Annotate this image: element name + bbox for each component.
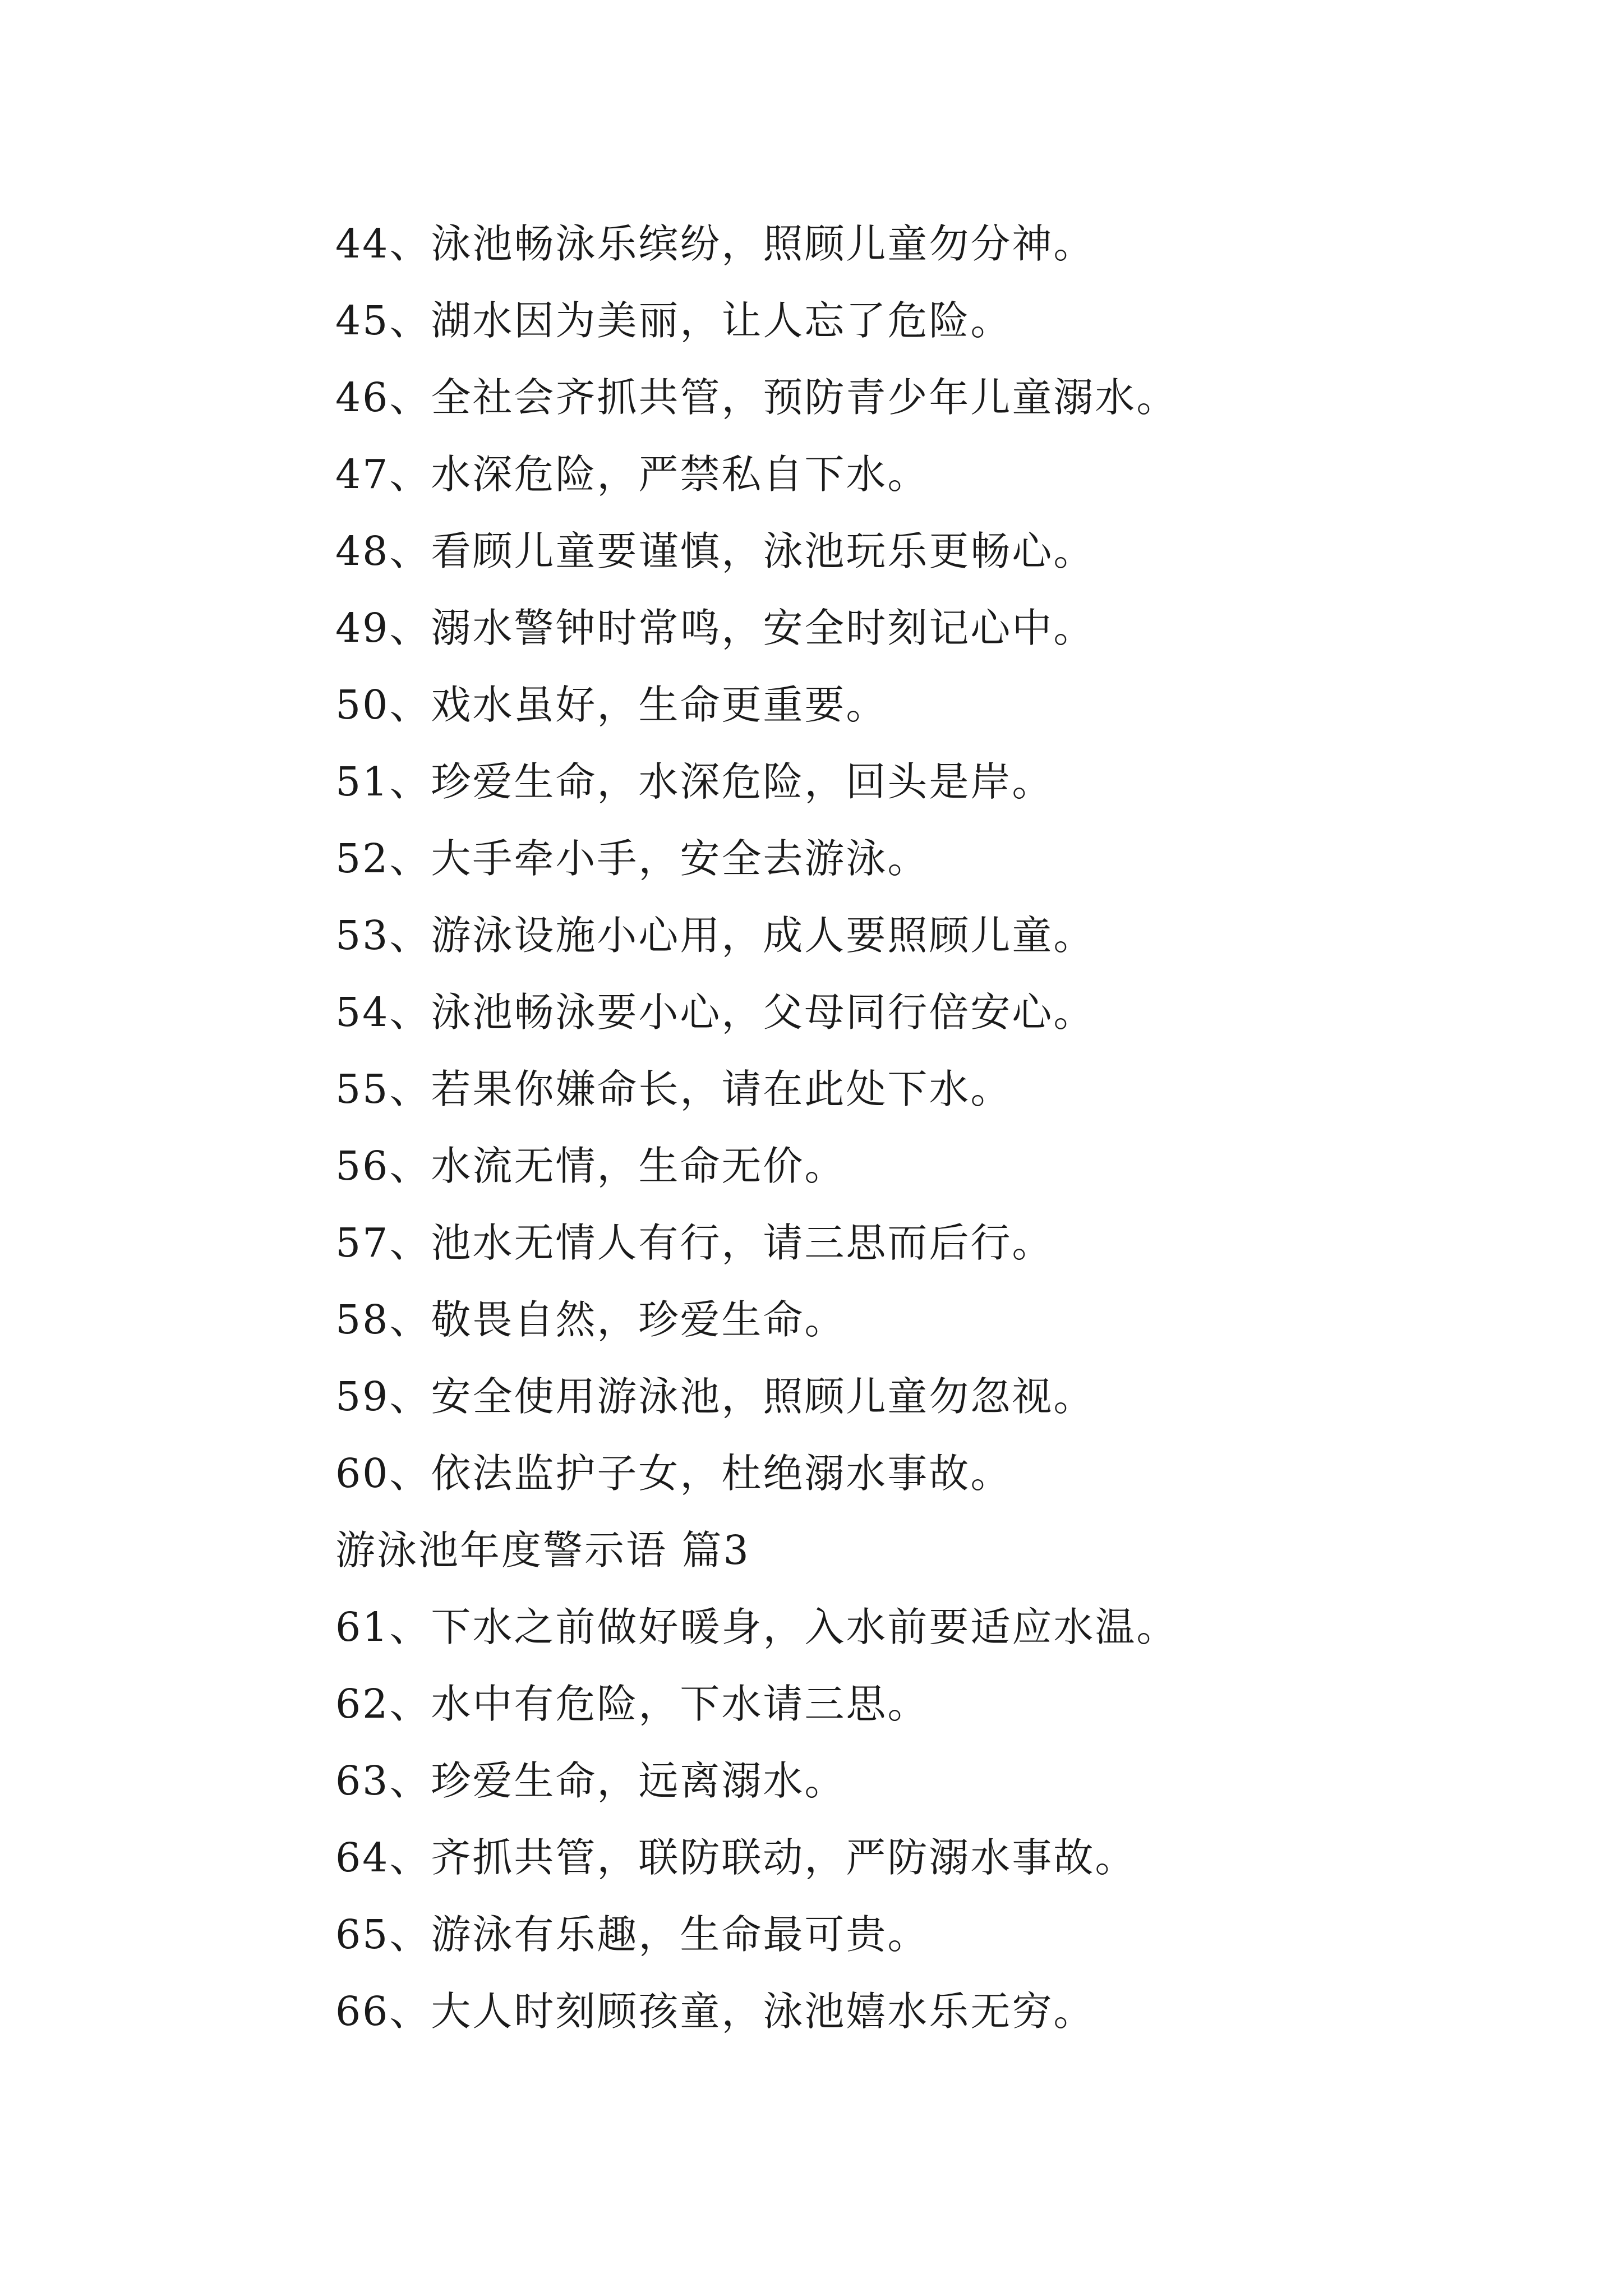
slogan-50: 50、戏水虽好，生命更重要。: [335, 682, 888, 728]
slogan-53: 53、游泳设施小心用，成人要照顾儿童。: [335, 912, 1095, 959]
slogan-66: 66、大人时刻顾孩童，泳池嬉水乐无穷。: [335, 1988, 1095, 2035]
slogan-48: 48、看顾儿童要谨慎，泳池玩乐更畅心。: [335, 528, 1095, 574]
document-body: [335, 216, 1541, 2060]
slogan-44: 44、泳池畅泳乐缤纷，照顾儿童勿分神。: [335, 220, 1095, 267]
slogan-54: 54、泳池畅泳要小心，父母同行倍安心。: [335, 989, 1095, 1036]
slogan-64: 64、齐抓共管，联防联动，严防溺水事故。: [335, 1834, 1137, 1881]
slogan-59: 59、安全使用游泳池，照顾儿童勿忽视。: [335, 1373, 1095, 1420]
slogan-60: 60、依法监护子女，杜绝溺水事故。: [335, 1450, 1012, 1497]
slogan-62: 62、水中有危险，下水请三思。: [335, 1681, 929, 1727]
slogan-63: 63、珍爱生命，远离溺水。: [335, 1757, 846, 1804]
slogan-45: 45、湖水因为美丽，让人忘了危险。: [335, 297, 1012, 344]
section-heading: 游泳池年度警示语 篇3: [335, 1527, 750, 1573]
slogan-56: 56、水流无情，生命无价。: [335, 1143, 846, 1189]
slogan-51: 51、珍爱生命，水深危险，回头是岸。: [335, 758, 1054, 805]
slogan-49: 49、溺水警钟时常鸣，安全时刻记心中。: [335, 605, 1095, 651]
slogan-46: 46、全社会齐抓共管，预防青少年儿童溺水。: [335, 374, 1178, 421]
slogan-55: 55、若果你嫌命长，请在此处下水。: [335, 1066, 1012, 1112]
slogan-65: 65、游泳有乐趣，生命最可贵。: [335, 1911, 929, 1958]
slogan-58: 58、敬畏自然，珍爱生命。: [335, 1296, 846, 1343]
slogan-61: 61、下水之前做好暖身，入水前要适应水温。: [335, 1604, 1178, 1650]
slogan-52: 52、大手牵小手，安全去游泳。: [335, 835, 929, 882]
slogan-47: 47、水深危险，严禁私自下水。: [335, 451, 929, 498]
slogan-57: 57、池水无情人有行，请三思而后行。: [335, 1220, 1054, 1266]
